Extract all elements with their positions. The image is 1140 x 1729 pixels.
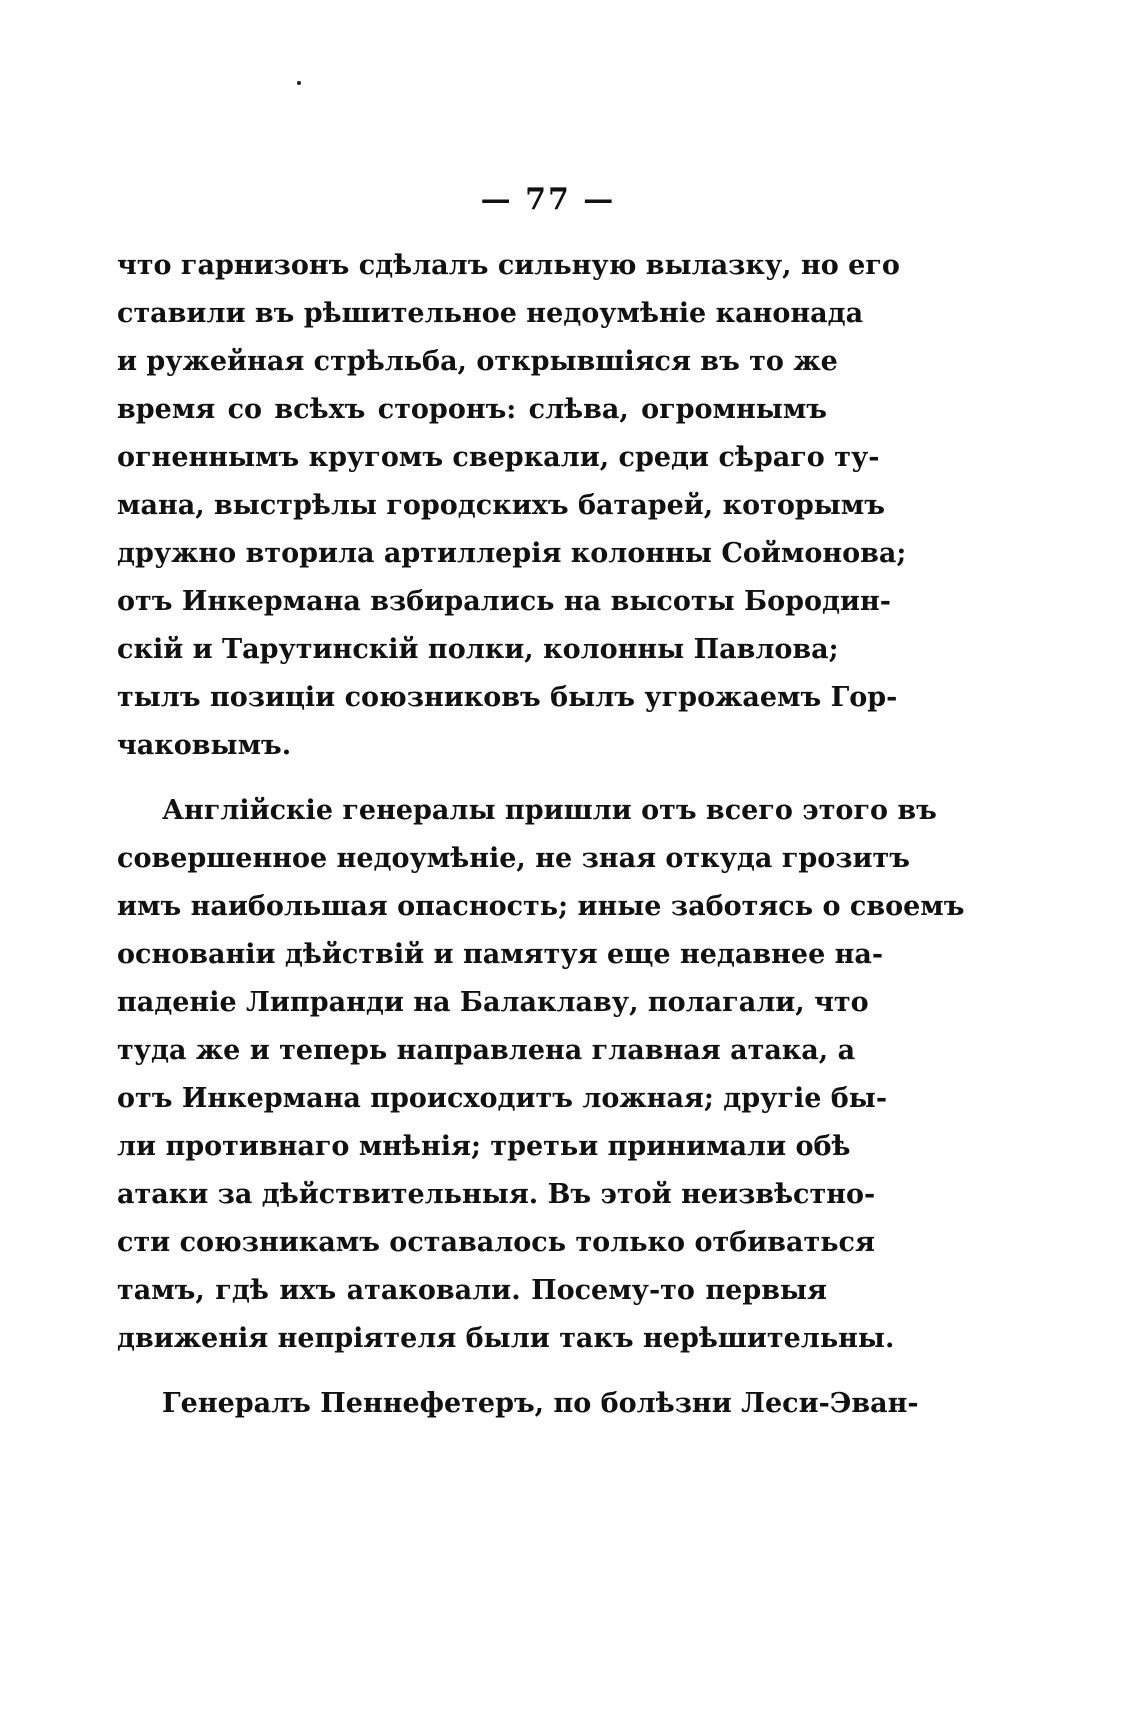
text-line: основаніи дѣйствій и памятуя еще недавнее на- [117, 939, 884, 970]
body-text [117, 242, 965, 1428]
text-line: тамъ, гдѣ ихъ атаковали. Посему-то первыя [117, 1275, 827, 1306]
paragraph-1 [117, 242, 907, 770]
text-line: туда же и теперь направлена главная атака, а [117, 1035, 856, 1066]
text-line: отъ Инкермана взбирались на высоты Бородин- [117, 586, 891, 617]
text-line: дружно вторила артиллерія колонны Соймонова; [117, 538, 907, 569]
text-line: совершенное недоумѣніе, не зная откуда грозитъ [117, 843, 910, 874]
text-line: имъ наибольшая опасность; иные заботясь о своемъ [117, 891, 965, 922]
text-line: чаковымъ. [117, 730, 292, 761]
text-line: ли противнаго мнѣнія; третьи принимали обѣ [117, 1131, 851, 1162]
paragraph-3 [117, 1380, 919, 1428]
print-speck [297, 81, 301, 85]
text-line: и ружейная стрѣльба, открывшіяся въ то же [117, 346, 838, 377]
text-line: отъ Инкермана происходитъ ложная; другіе бы- [117, 1083, 888, 1114]
text-line: скій и Тарутинскій полки, колонны Павлова; [117, 634, 839, 665]
paragraph-2 [117, 787, 965, 1363]
text-line: мана, выстрѣлы городскихъ батарей, которымъ [117, 490, 885, 521]
text-line: время со всѣхъ сторонъ: слѣва, огромнымъ [117, 394, 827, 425]
text-line: огненнымъ кругомъ сверкали, среди сѣраго ту- [117, 442, 880, 473]
text-line: что гарнизонъ сдѣлалъ сильную вылазку, но его [117, 250, 900, 281]
text-line: Генералъ Пеннефетеръ, по болѣзни Леси-Эван- [162, 1388, 919, 1419]
text-line: атаки за дѣйствительныя. Въ этой неизвѣстно- [117, 1179, 876, 1210]
text-line: тылъ позиціи союзниковъ былъ угрожаемъ Гор- [117, 682, 898, 713]
text-line: Англійскіе генералы пришли отъ всего этого въ [162, 795, 937, 826]
text-line: ставили въ рѣшительное недоумѣніе канонада [117, 298, 864, 329]
page-number: — 77 — [480, 182, 616, 217]
text-line: движенія непріятеля были такъ нерѣшительны. [117, 1323, 895, 1354]
text-line: паденіе Липранди на Балаклаву, полагали, что [117, 987, 869, 1018]
text-line: сти союзникамъ оставалось только отбиваться [117, 1227, 875, 1258]
